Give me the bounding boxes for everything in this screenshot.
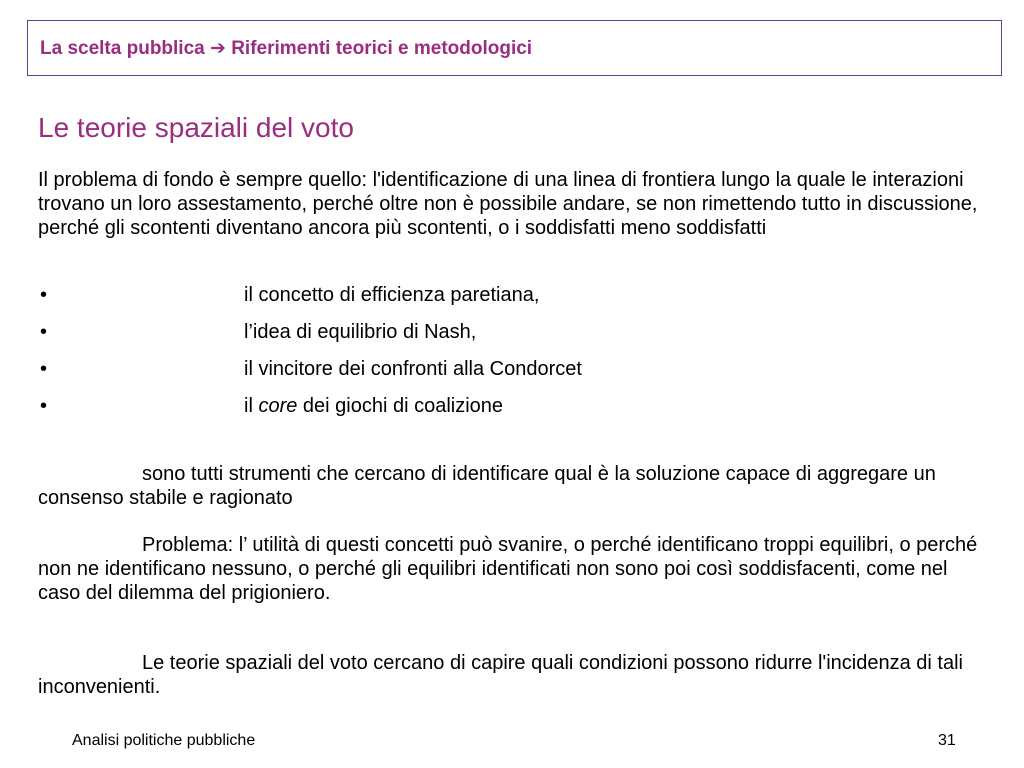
slide-heading: Le teorie spaziali del voto	[38, 112, 354, 143]
bullet-marker: •	[40, 284, 48, 306]
header-title: La scelta pubblica ➔ Riferimenti teorici e metodologici	[40, 38, 533, 59]
bullet-marker: •	[40, 395, 48, 417]
bullet-text-post: dei giochi di coalizione	[297, 395, 504, 417]
bullet-text-emphasis: core	[258, 395, 298, 417]
bullet-marker: •	[40, 358, 48, 380]
bullet-text	[244, 395, 503, 418]
bullet-text: l’idea di equilibrio di Nash,	[244, 321, 477, 343]
bullet-text-pre: il	[244, 395, 259, 417]
paragraph-text: Le teorie spaziali del voto cercano di capire quali condizioni possono ridurre l'incidenza di tali inconvenienti.	[38, 652, 963, 698]
header-box	[27, 20, 1002, 76]
page-number: 31	[938, 732, 956, 749]
intro-paragraph: Il problema di fondo è sempre quello: l'identificazione di una linea di frontiera lungo la quale le interazioni trovano un loro assestamento, perché oltre non è possibile andare, se non rimettendo tutto in discussione, perché gli scontenti diventano ancora più scontenti, o i soddisfatti meno soddisfatti	[38, 169, 978, 239]
paragraph-conclusion	[38, 462, 988, 510]
paragraph-spatial-theories	[38, 651, 988, 699]
footer-course: Analisi politiche pubbliche	[72, 732, 256, 749]
paragraph-text: Problema: l’ utilità di questi concetti può svanire, o perché identificano troppi equilibri, o perché non ne identificano nessuno, o perché gli equilibri identificati non sono poi così soddisfacenti, come nel caso del dilemma del prigioniero.	[38, 534, 978, 604]
paragraph-text: sono tutti strumenti che cercano di identificare qual è la soluzione capace di aggregare un consenso stabile e ragionato	[38, 463, 936, 509]
bullet-marker: •	[40, 321, 48, 343]
bullet-text: il concetto di efficienza paretiana,	[244, 284, 540, 306]
bullet-text: il vincitore dei confronti alla Condorcet	[244, 358, 582, 380]
paragraph-problem	[38, 533, 988, 605]
